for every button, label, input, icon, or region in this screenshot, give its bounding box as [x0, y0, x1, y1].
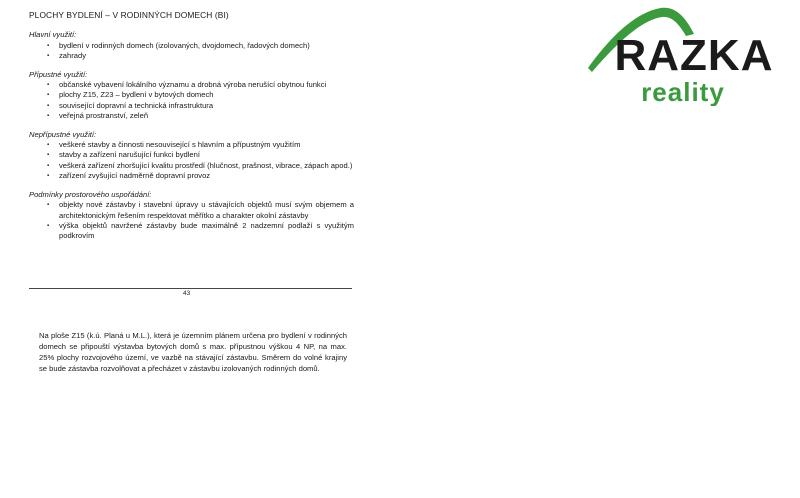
section-heading-permitted-use: Přípustné využití:	[29, 69, 88, 79]
document-page	[29, 10, 354, 250]
section-heading-prohibited-use: Nepřípustné využití:	[29, 129, 97, 139]
list-item: ▪ zařízení zvyšující nadměrně dopravní provoz	[59, 171, 354, 181]
list-item: ▪ plochy Z15, Z23 – bydlení v bytových domech	[59, 90, 354, 100]
list-item: ▪ výška objektů navržené zástavby bude maximálně 2 nadzemní podlaží s využitým podkrovím	[59, 221, 354, 242]
list-item: ▪ související dopravní a technická infrastruktura	[59, 101, 354, 111]
list-item: ▪ bydlení v rodinných domech (izolovaných, dvojdomech, řadových domech)	[59, 41, 354, 51]
list-item: ▪ veškerá zařízení zhoršující kvalitu prostředí (hlučnost, prašnost, vibrace, zápach apod.)	[59, 161, 354, 171]
list-item: ▪ stavby a zařízení narušující funkci bydlení	[59, 150, 354, 160]
section-list-spatial-conditions	[29, 200, 354, 242]
page-number: 43	[183, 290, 191, 297]
section-list-main-use	[29, 41, 354, 62]
section-heading-spatial-conditions: Podmínky prostorového uspořádání:	[29, 189, 152, 199]
section-heading-main-use: Hlavní využití:	[29, 30, 77, 40]
list-item: ▪ veřejná prostranství, zeleň	[59, 111, 354, 121]
logo-subtitle-text: reality	[641, 77, 725, 106]
body-paragraph: Na ploše Z15 (k.ú. Planá u M.L.), která je územním plánem určena pro bydlení v rodinných domech se připouští výstavba bytových domů s max. přípustnou výškou 4 NP, na max. 25% plochy rozvojového území, ve vazbě na stávající zástavbu. Směrem do volné krajiny se bude zástavba rozvolňovat a přecházet v zástavbu izolovaných rodinných domů.	[39, 330, 347, 373]
section-list-permitted-use	[29, 80, 354, 122]
document-title: PLOCHY BYDLENÍ – V RODINNÝCH DOMECH (BI)	[29, 10, 229, 20]
razka-reality-logo	[586, 6, 800, 106]
logo-brand-text: RAZKA	[614, 31, 774, 80]
list-item: ▪ občanské vybavení lokálního významu a drobná výroba nerušící obytnou funkci	[59, 80, 354, 90]
list-item: ▪ objekty nové zástavby i stavební úpravy u stávajících objektů musí svým objemem a architektonickým řešením respektovat měřítko a charakter okolní zástavby	[59, 200, 354, 221]
list-item: ▪ zahrady	[59, 51, 354, 61]
list-item: ▪ veškeré stavby a činnosti nesouvisející s hlavním a přípustným využitím	[59, 140, 354, 150]
section-list-prohibited-use	[29, 140, 354, 182]
page-divider	[29, 288, 352, 289]
